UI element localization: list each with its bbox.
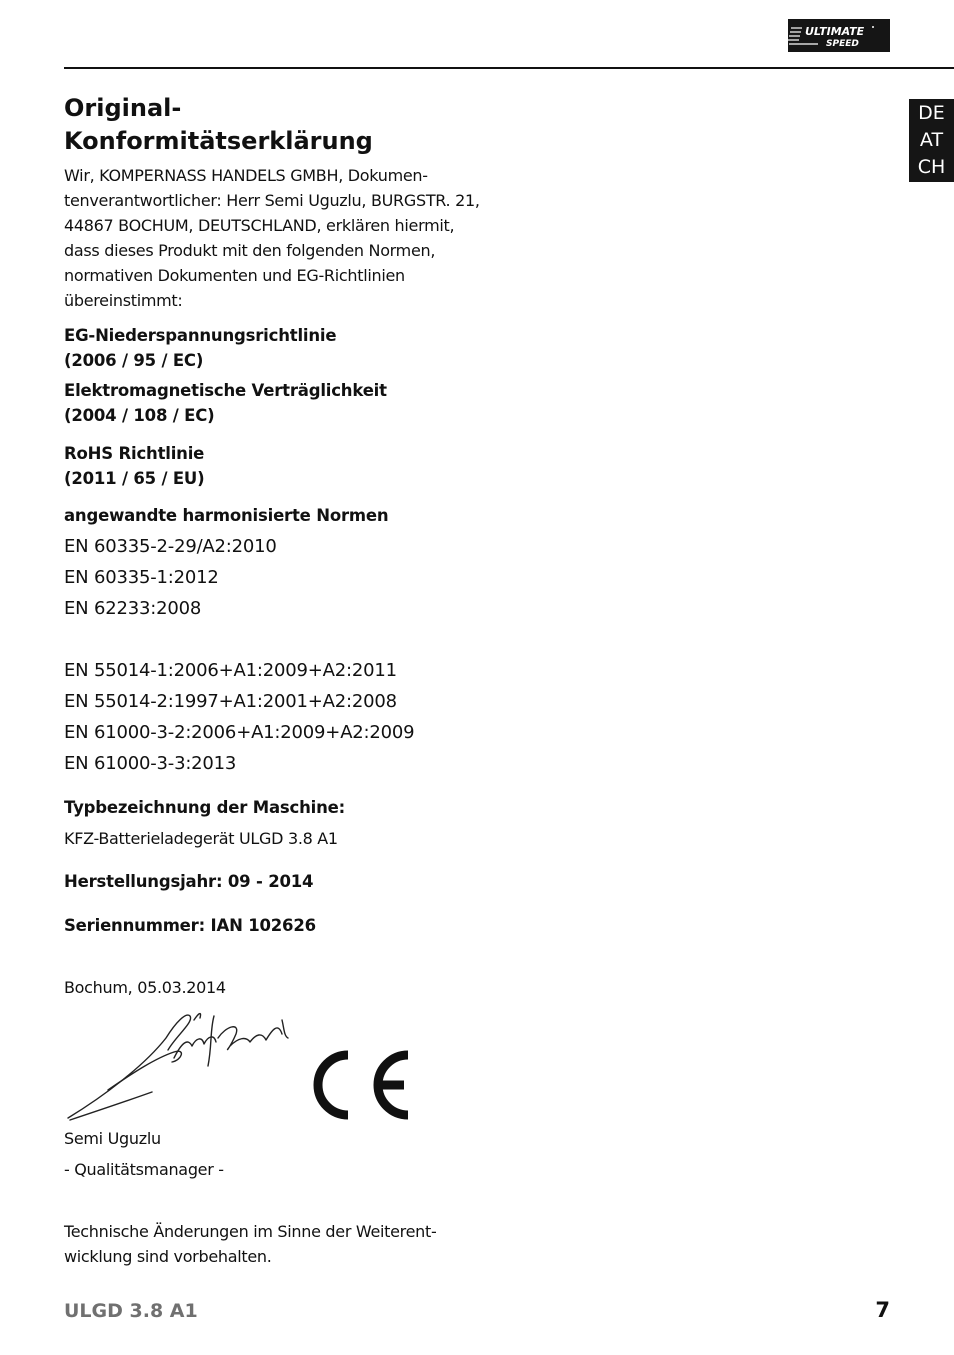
footer-model-name: ULGD 3.8 A1 — [64, 1300, 198, 1322]
machine-type-label: Typbezeichnung der Maschine: — [64, 798, 346, 817]
handwritten-signature — [64, 1008, 296, 1124]
standards-heading: angewandte harmonisierte Normen — [64, 506, 389, 525]
language-tab-box — [909, 99, 954, 182]
machine-type-value: KFZ-Batterieladegerät ULGD 3.8 A1 — [64, 829, 338, 848]
directive-name: EG-Niederspannungsrichtlinie — [64, 326, 337, 345]
standard-item: EN 60335-1:2012 — [64, 567, 219, 588]
standard-item: EN 61000-3-2:2006+A1:2009+A2:2009 — [64, 722, 415, 743]
intro-line: Wir, KOMPERNASS HANDELS GMBH, Dokumen- — [64, 166, 428, 185]
directive-name: Elektromagnetische Verträglichkeit — [64, 381, 387, 400]
language-tab-ch: CH — [917, 156, 946, 178]
ultimate-speed-logo — [788, 19, 890, 52]
intro-line: normativen Dokumenten und EG-Richtlinien — [64, 266, 405, 285]
standard-item: EN 55014-2:1997+A1:2001+A2:2008 — [64, 691, 397, 712]
intro-line: tenverantwortlicher: Herr Semi Uguzlu, BURGSTR. 21, — [64, 191, 480, 210]
standard-item: EN 60335-2-29/A2:2010 — [64, 536, 277, 557]
title-line: Konformitätserklärung — [64, 127, 373, 155]
svg-text:SPEED: SPEED — [826, 39, 859, 49]
serial-number: Seriennummer: IAN 102626 — [64, 916, 316, 935]
note-line: Technische Änderungen im Sinne der Weiterent- — [64, 1222, 437, 1241]
standard-item: EN 55014-1:2006+A1:2009+A2:2011 — [64, 660, 397, 681]
page-title — [64, 92, 484, 158]
ce-mark — [308, 1048, 414, 1122]
intro-line: dass dieses Produkt mit den folgenden Normen, — [64, 241, 436, 260]
language-tab-at: AT — [919, 129, 944, 151]
standards-list-2 — [64, 655, 414, 779]
note-line: wicklung sind vorbehalten. — [64, 1247, 272, 1266]
header-rule — [64, 67, 954, 69]
declaration-intro — [64, 163, 484, 313]
intro-line: 44867 BOCHUM, DEUTSCHLAND, erklären hiermit, — [64, 216, 455, 235]
technical-changes-note — [64, 1219, 436, 1269]
directive-name: RoHS Richtlinie — [64, 444, 205, 463]
directive-emc — [64, 378, 387, 428]
place-and-date: Bochum, 05.03.2014 — [64, 978, 226, 997]
language-tab-de: DE — [918, 102, 945, 124]
page-number: 7 — [875, 1298, 890, 1322]
directive-ref: (2004 / 108 / EC) — [64, 406, 215, 425]
directive-rohs — [64, 441, 204, 491]
signatory-role: - Qualitätsmanager - — [64, 1160, 224, 1179]
logo-graphic — [788, 19, 890, 52]
standards-list-1 — [64, 531, 277, 624]
standard-item: EN 61000-3-3:2013 — [64, 753, 237, 774]
manufacture-year: Herstellungsjahr: 09 - 2014 — [64, 872, 314, 891]
svg-text:ULTIMATE: ULTIMATE — [805, 25, 865, 38]
intro-line: übereinstimmt: — [64, 291, 183, 310]
signatory-name: Semi Uguzlu — [64, 1129, 161, 1148]
standard-item: EN 62233:2008 — [64, 598, 202, 619]
title-line: Original- — [64, 94, 182, 122]
directive-ref: (2006 / 95 / EC) — [64, 351, 204, 370]
directive-ref: (2011 / 65 / EU) — [64, 469, 205, 488]
directive-low-voltage — [64, 323, 336, 373]
